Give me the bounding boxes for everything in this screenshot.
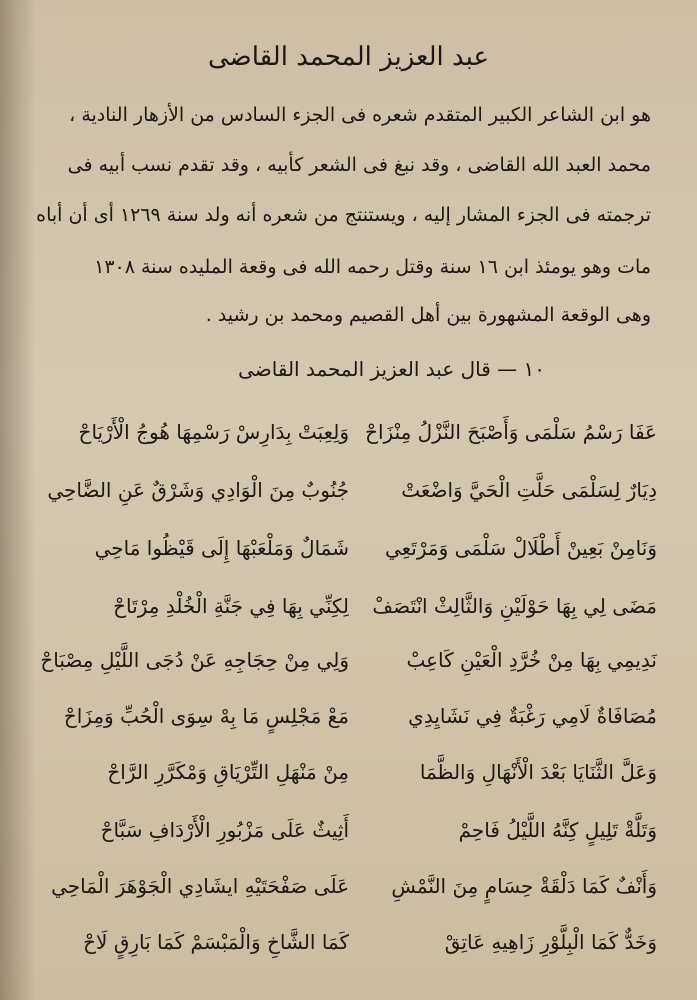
verse-second-hemistich: مَعْ مَجْلِسٍ مَا بِهْ سِوَى الْحُبِّ وَمِزَاحْ: [63, 704, 349, 728]
verse-first-hemistich: مَضَى لِي بِهَا حَوْلَيْنِ وَالثَّالِثْ انْتَصَفْ: [372, 594, 657, 618]
verse-row: [0, 640, 697, 680]
verse-second-hemistich: شَمَالٌ وَمَلْعَبْهَا إِلَى قَيْظُوا مَاحِي: [94, 536, 349, 560]
intro-line-4: مات وهو يومئذ ابن ١٦ سنة وقتل رحمه الله فى وقعة المليده سنة ١٣٠٨: [94, 256, 651, 278]
verse-second-hemistich: مِنْ مَنْهَلِ التِّرْيَاقِ وَمْكَرَّرِ الرَّاحْ: [107, 760, 349, 784]
verse-second-hemistich: جُنُوبٌ مِنَ الْوَادِي وَشَرْقٌ عَنِ الضَّاحِي: [47, 478, 349, 502]
verse-row: [0, 810, 697, 850]
verse-row: [0, 586, 697, 626]
verse-row: [0, 696, 697, 736]
poem-heading: ١٠ — قال عبد العزيز المحمد القاضى: [238, 357, 545, 381]
page-title: عبد العزيز المحمد القاضى: [207, 42, 490, 72]
verse-first-hemistich: دِيَارٌ لِسَلْمَى حَلَّتِ الْحَيَّ وَاضْعَتْ: [401, 478, 657, 502]
verse-row: [0, 470, 697, 510]
verse-first-hemistich: عَفَا رَسْمُ سَلْمَى وَأَصْبَحَ النَّزْلُ مِنْزَاحْ: [365, 420, 657, 444]
verse-row: [0, 412, 697, 452]
verse-second-hemistich: عَلَى صَفْحَتَيْهِ ايشَادِي الْجَوْهَرَ الْمَاحِي: [51, 874, 349, 898]
verse-first-hemistich: وَنَامِنْ بَعِينْ أَطْلَالْ سَلْمَى وَمَرْتَعِي: [384, 536, 657, 560]
verse-first-hemistich: وَتَلَّةْ تَلِيلٍ كِنَّهُ اللَّيْلُ فَاحِمْ: [458, 818, 657, 842]
verse-row: [0, 922, 697, 962]
verse-first-hemistich: نَدِيمِي بِهَا مِنْ خُرَّدِ الْعَيْنِ كَاعِبْ: [406, 648, 657, 672]
intro-line-2: محمد العبد الله القاضى ، وقد نبغ فى الشعر كأبيه ، وقد تقدم نسب أبيه فى: [67, 154, 651, 176]
verse-second-hemistich: أَثِيثٌ عَلَى مَزْبُورِ الْأَرْدَافِ سَبَّاحْ: [100, 818, 349, 842]
verse-first-hemistich: وَعَلَّ الثَّنَايَا بَعْدَ الْأَنْهَالِ وَالظَّمَا: [419, 760, 657, 784]
verse-second-hemistich: لِكِنِّي بِهَا فِي جَنَّةِ الْخُلْدِ مِرْتَاحْ: [113, 594, 349, 618]
intro-line-3: ترجمته فى الجزء المشار إليه ، ويستنتج من شعره أنه ولد سنة ١٢٦٩ أى أن أباه: [36, 204, 651, 226]
verse-first-hemistich: وَأَنْفٌ كَمَا دَلْقَةْ حِسَامٍ مِنَ النَّمْشِ: [391, 874, 657, 898]
verse-first-hemistich: مُصَافَاةٌ لَامِي رَغْبَةٌ فِي نَشَايِدِي: [408, 704, 657, 728]
verse-second-hemistich: وَلِعِبَتْ بِدَارِسْ رَسْمِهَا هُوجُ الْأَرْيَاحْ: [78, 420, 349, 444]
intro-line-5: وهى الوقعة المشهورة بين أهل القصيم ومحمد بن رشيد .: [205, 304, 651, 326]
verse-row: [0, 866, 697, 906]
verse-row: [0, 528, 697, 568]
intro-line-1: هو ابن الشاعر الكبير المتقدم شعره فى الجزء السادس من الأزهار النادية ،: [69, 104, 651, 126]
verse-second-hemistich: وَلِي مِنْ حِجَاجِهِ عَنْ دُجَى اللَّيْلِ مِصْبَاحْ: [40, 648, 349, 672]
verse-row: [0, 752, 697, 792]
verse-second-hemistich: كَمَا الشَّاخِ وَالْمَبْسَمْ كَمَا بَارِقٍ لَاحْ: [83, 930, 349, 954]
verse-first-hemistich: وَخَدٌّ كَمَا الْبِلَّوْرِ زَاهِيهِ عَاتِقْ: [444, 930, 657, 954]
